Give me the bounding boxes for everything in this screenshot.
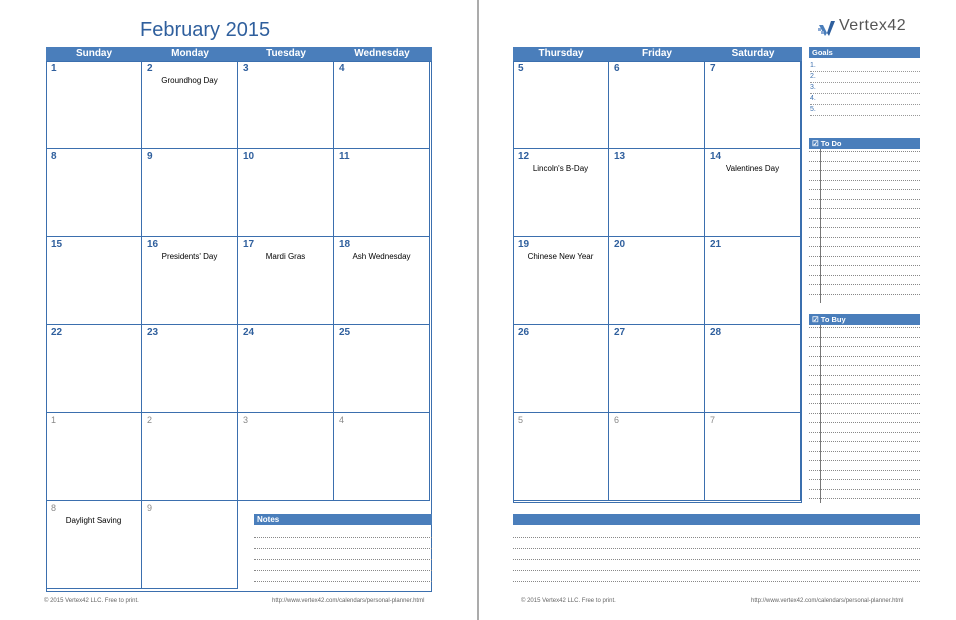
day-cell[interactable] [46,413,142,501]
month-title: February 2015 [140,19,271,41]
day-cell[interactable] [705,413,801,501]
day-number: 2 [147,63,153,74]
ruled-line [809,218,920,219]
ruled-line [809,199,920,200]
ruled-line [513,537,920,538]
day-cell[interactable] [609,61,705,149]
day-cell[interactable] [705,237,801,325]
footer-copyright: © 2015 Vertex42 LLC. Free to print. [44,598,139,604]
footer-url-right[interactable]: http://www.vertex42.com/calendars/personal-planner.html [751,598,904,604]
vertex42-logo [817,15,927,39]
weekday-tuesday: Tuesday [266,48,306,59]
day-cell[interactable] [142,501,238,589]
ruled-line [809,327,920,328]
goal-item[interactable]: 5. [810,105,920,116]
day-number: 13 [614,151,626,162]
day-number: 8 [51,151,57,162]
day-number: 3 [243,63,249,74]
weekday-thursday: Thursday [538,48,584,59]
ruled-line [809,337,920,338]
day-cell[interactable] [142,61,238,149]
day-event: Presidents' Day [161,252,218,261]
ruled-line [254,548,432,549]
day-number: 5 [518,63,524,74]
day-cell[interactable] [238,61,334,149]
day-event: Groundhog Day [161,76,218,85]
ruled-line [513,548,920,549]
weekday-header-right [513,47,802,61]
day-cell[interactable] [334,149,430,237]
day-cell[interactable] [238,237,334,325]
goals-header: Goals [809,47,920,58]
day-cell[interactable] [46,325,142,413]
day-number: 16 [147,239,159,250]
day-number: 15 [51,239,63,250]
day-cell[interactable] [609,149,705,237]
day-event: Ash Wednesday [352,252,411,261]
day-number: 18 [339,239,351,250]
day-cell[interactable] [142,413,238,501]
calendar-grid-right [513,61,802,503]
day-event: Mardi Gras [265,252,306,261]
ruled-line [809,470,920,471]
ruled-line [809,432,920,433]
logo-text: Vertex42 [839,17,907,34]
day-cell[interactable] [513,61,609,149]
goal-item[interactable]: 4. [810,94,920,105]
day-number: 23 [147,327,159,338]
day-number: 14 [710,151,722,162]
day-cell[interactable] [705,149,801,237]
ruled-line [254,581,432,582]
day-number: 6 [614,415,620,425]
day-cell[interactable] [46,61,142,149]
day-event: Daylight Saving [65,516,122,525]
ruled-line [513,570,920,571]
day-cell[interactable] [513,237,609,325]
logo-icon [817,17,837,37]
right-page [479,0,956,620]
ruled-line [809,265,920,266]
ruled-line [809,413,920,414]
ruled-line [809,394,920,395]
day-number: 1 [51,63,57,74]
ruled-line [809,403,920,404]
weekday-header-left [46,47,432,61]
day-number: 6 [614,63,620,74]
day-cell[interactable] [513,413,609,501]
ruled-line [809,237,920,238]
day-number: 2 [147,415,153,425]
day-cell[interactable] [705,325,801,413]
day-number: 24 [243,327,255,338]
day-cell[interactable] [334,413,430,501]
day-cell[interactable] [513,149,609,237]
day-number: 4 [339,63,345,74]
day-number: 17 [243,239,255,250]
weekday-monday: Monday [171,48,209,59]
day-cell[interactable] [46,149,142,237]
goal-item[interactable]: 1. [810,61,920,72]
day-number: 5 [518,415,524,425]
todo-header: ☑ To Do [809,138,920,149]
ruled-line [809,256,920,257]
day-number: 7 [710,63,716,74]
day-number: 4 [339,415,345,425]
day-number: 3 [243,415,249,425]
day-number: 11 [339,151,350,162]
ruled-line [809,451,920,452]
ruled-line [809,441,920,442]
day-number: 1 [51,415,57,425]
ruled-line [513,581,920,582]
ruled-line [809,346,920,347]
ruled-line [809,208,920,209]
day-number: 7 [710,415,716,425]
ruled-line [809,365,920,366]
day-cell[interactable] [609,325,705,413]
ruled-line [809,479,920,480]
ruled-line [254,570,432,571]
day-cell[interactable] [609,413,705,501]
ruled-line [809,294,920,295]
ruled-line [809,498,920,499]
ruled-line [809,161,920,162]
day-number: 8 [51,503,57,513]
ruled-line [809,246,920,247]
day-cell[interactable] [142,325,238,413]
ruled-line [809,375,920,376]
day-number: 19 [518,239,530,250]
ruled-line [809,170,920,171]
bottom-notes-bar [513,514,920,525]
day-number: 9 [147,503,153,513]
day-cell[interactable] [334,61,430,149]
ruled-line [809,189,920,190]
day-cell[interactable] [705,61,801,149]
calendar-grid-left [46,61,432,592]
day-cell[interactable] [238,325,334,413]
todo-checkbox-column [820,149,821,303]
ruled-line [809,422,920,423]
footer-url[interactable]: http://www.vertex42.com/calendars/personal-planner.html [272,598,425,604]
weekday-sunday: Sunday [75,48,113,59]
day-cell[interactable] [142,237,238,325]
weekday-wednesday: Wednesday [354,48,410,59]
weekday-friday: Friday [641,48,672,59]
day-number: 10 [243,151,255,162]
ruled-line [809,460,920,461]
day-cell[interactable] [513,325,609,413]
ruled-line [809,151,920,152]
day-event: Chinese New Year [527,252,594,261]
day-cell[interactable] [334,237,430,325]
ruled-line [809,356,920,357]
notes-header: Notes [254,514,432,525]
day-number: 20 [614,239,626,250]
day-cell[interactable] [238,149,334,237]
day-cell[interactable] [238,413,334,501]
ruled-line [809,275,920,276]
tobuy-header: ☑ To Buy [809,314,920,325]
day-cell[interactable] [334,325,430,413]
day-number: 21 [710,239,722,250]
tobuy-checkbox-column [820,325,821,503]
goal-item[interactable]: 2. [810,72,920,83]
ruled-line [809,384,920,385]
day-number: 25 [339,327,351,338]
day-cell[interactable] [46,237,142,325]
ruled-line [254,559,432,560]
day-event: Valentines Day [725,164,780,173]
day-number: 12 [518,151,530,162]
day-number: 27 [614,327,626,338]
weekday-saturday: Saturday [731,48,775,59]
day-number: 22 [51,327,63,338]
footer-copyright-right: © 2015 Vertex42 LLC. Free to print. [521,598,616,604]
ruled-line [513,559,920,560]
day-cell[interactable] [46,501,142,589]
ruled-line [254,537,432,538]
day-cell[interactable] [609,237,705,325]
ruled-line [809,489,920,490]
day-number: 26 [518,327,530,338]
ruled-line [809,284,920,285]
day-event: Lincoln's B-Day [532,164,589,173]
left-page [0,0,477,620]
day-number: 28 [710,327,722,338]
ruled-line [809,227,920,228]
day-cell[interactable] [142,149,238,237]
ruled-line [809,180,920,181]
goal-item[interactable]: 3. [810,83,920,94]
day-number: 9 [147,151,153,162]
